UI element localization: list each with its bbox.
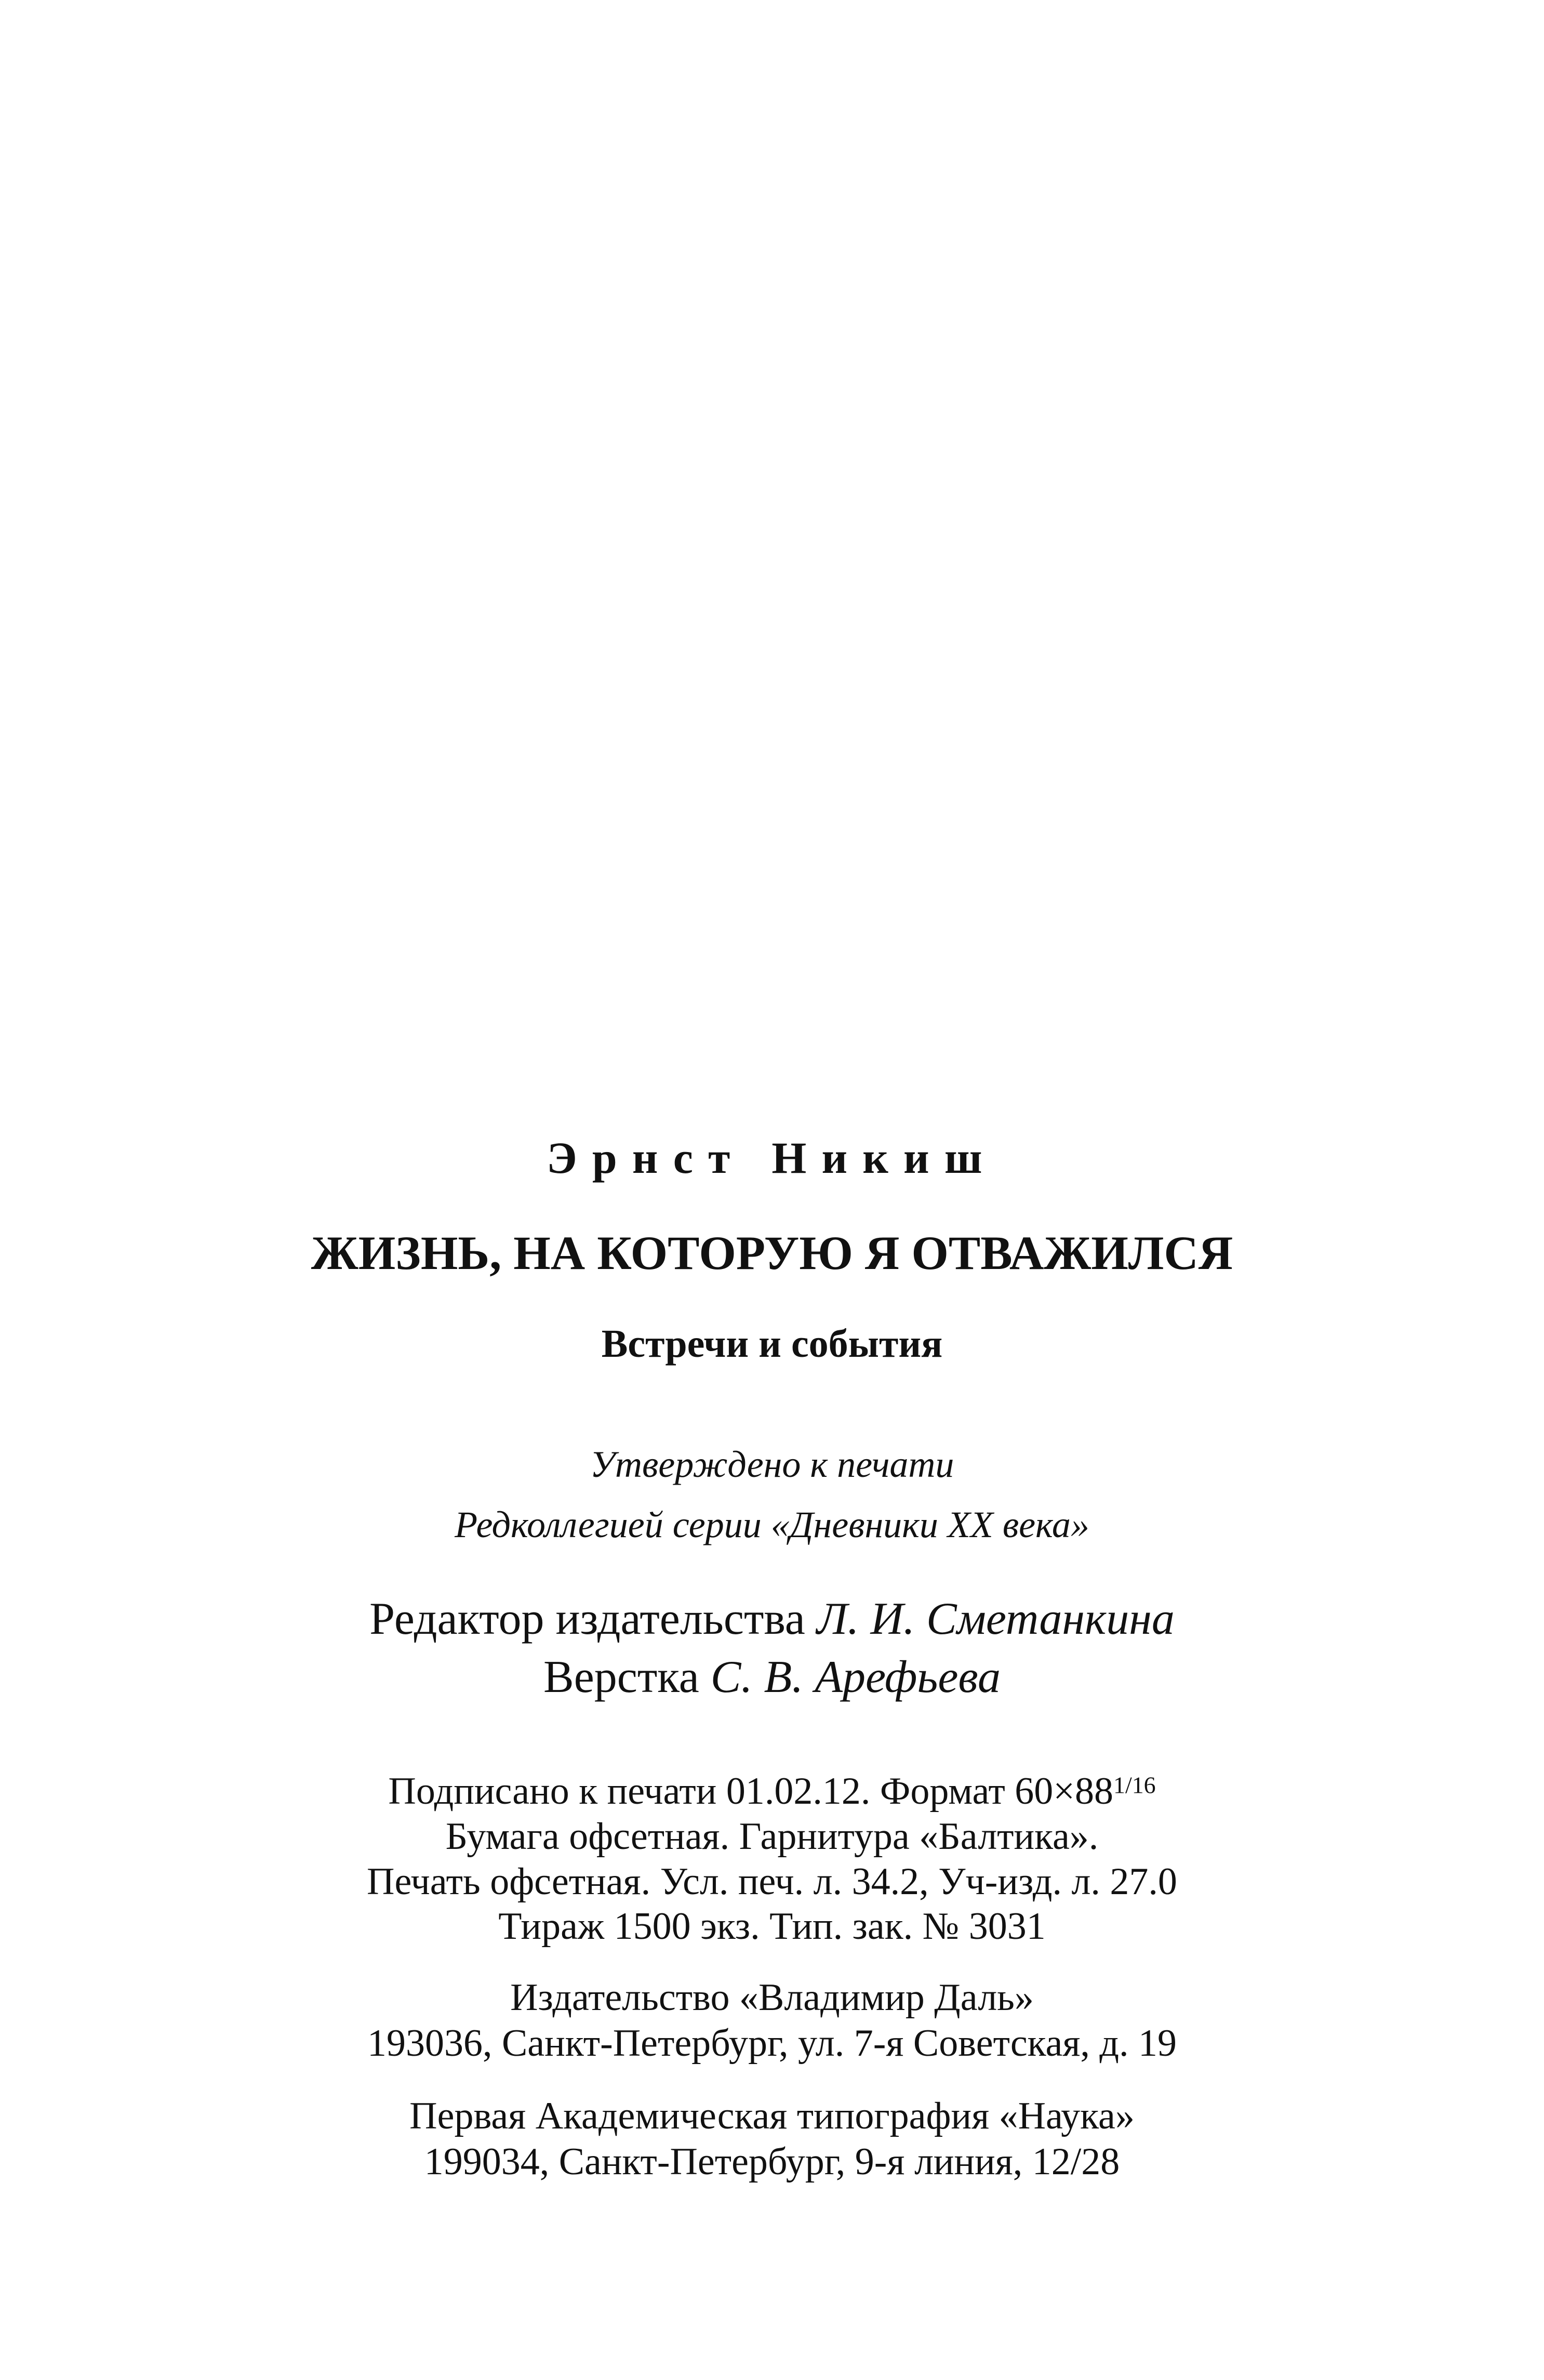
editor-label: Редактор издательства (369, 1594, 805, 1644)
publisher-name: Издательство «Владимир Даль» (510, 1976, 1034, 2019)
layout-label: Верстка (543, 1652, 699, 1702)
printing-house-address: 199034, Санкт-Петербург, 9-я линия, 12/28 (424, 2140, 1120, 2183)
printing-house-name: Первая Академическая типография «Наука» (409, 2095, 1135, 2137)
print-details-line-3: Печать офсетная. Усл. печ. л. 34.2, Уч-изд. л. 27.0 (367, 1860, 1177, 1903)
print-details-line-1 (0, 1770, 1544, 1813)
book-title: ЖИЗНЬ, НА КОТОРУЮ Я ОТВАЖИЛСЯ (311, 1226, 1233, 1279)
signed-for-print-and-format: Подписано к печати 01.02.12. Формат 60×88 (388, 1770, 1114, 1813)
format-fraction: 1/16 (1113, 1771, 1156, 1799)
editor-name: Л. И. Сметанкина (816, 1594, 1175, 1644)
print-details-line-4: Тираж 1500 экз. Тип. зак. № 3031 (498, 1905, 1046, 1948)
editor-credit (0, 1596, 1544, 1642)
book-subtitle: Встречи и события (601, 1322, 943, 1366)
print-details-line-2: Бумага офсетная. Гарнитура «Балтика». (445, 1815, 1099, 1858)
approval-line-2: Редколлегией серии «Дневники XX века» (455, 1504, 1089, 1545)
approval-line-1: Утверждено к печати (590, 1444, 954, 1485)
layout-name: С. В. Арефьева (710, 1652, 1001, 1702)
layout-credit (0, 1652, 1544, 1702)
author-name: Эрнст Никиш (547, 1133, 997, 1183)
publisher-address: 193036, Санкт-Петербург, ул. 7-я Советская, д. 19 (367, 2022, 1177, 2065)
